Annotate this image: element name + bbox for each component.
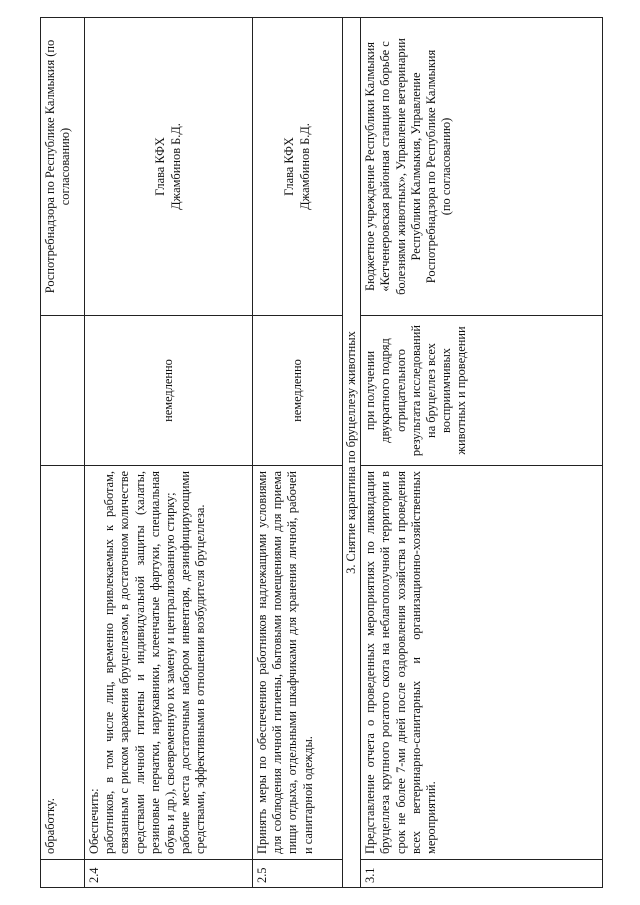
section-row [343, 18, 361, 888]
deadline-text: немедленно [289, 359, 304, 422]
responsible-text: Роспотребнадзора по Республике Калмыкия (по согласованию) [43, 39, 73, 294]
table-row [361, 18, 603, 888]
deadline-cell [85, 316, 253, 466]
responsible-role: Глава КФХ [153, 137, 168, 196]
responsible-note: (по согласованию) [439, 117, 454, 216]
responsible-cell [253, 18, 343, 316]
row-text: Принять меры по обеспечению работников надлежащими условиями для соблюдения личной гигиены, бытовыми помещениями для приема пищи отдыха, отдельными шкафчиками для хранения личной, рабочей и санитарной одежды. [255, 471, 315, 854]
responsible-cell [41, 18, 85, 316]
row-number-cell [85, 860, 253, 888]
deadline-text: при получении двукратного подряд отрицательного результата исследований на бруцеллез всех восприимчивых животных и проведении [363, 324, 469, 457]
row-text-line: работников, в том числе лиц, временно привлекаемых к работам, связанным с риском заражения бруцеллезом, в достаточном количестве средствами личной гигиены и индивидуальной защиты (халаты, резиновые перчатки, нарукавники, клеенчатые фартуки, специальная обувь и др.), своевременную их замену и централизованную стирку; [102, 471, 178, 854]
responsible-text: Бюджетное учреждение Республики Калмыкия «Кетченеровская районная станция по борьбе с болезнями животных», Управление ветеринарии Республики Калмыкия, Управление Роспотребнадзора по Республике Калмыкия [363, 38, 439, 295]
table-row [41, 18, 85, 888]
row-text-line: Обеспечить: [87, 788, 101, 854]
row-number-cell [253, 860, 343, 888]
row-text: обработку. [43, 798, 57, 854]
document-page [40, 18, 600, 888]
row-text-cell [361, 466, 603, 860]
table-row [85, 18, 253, 888]
responsible-cell [361, 18, 603, 316]
table-row [253, 18, 343, 888]
row-number: 3.1 [363, 867, 378, 883]
section-title-cell [343, 18, 361, 888]
deadline-cell [361, 316, 603, 466]
deadline-cell [253, 316, 343, 466]
responsible-name: Джамбинов Б.Д. [168, 123, 183, 210]
measures-table [40, 17, 603, 888]
row-number: 2.4 [87, 867, 101, 883]
responsible-cell [85, 18, 253, 316]
row-text-line: рабочие места достаточным набором инвентаря, дезинфицирующими средствами, эффективными в отношении возбудителя бруцеллеза. [178, 471, 208, 854]
responsible-name: Джамбинов Б.Д. [297, 123, 312, 210]
row-number-cell [361, 860, 603, 888]
row-text: Представление отчета о проведенных мероприятиях по ликвидации бруцеллеза крупного рогатого скота на неблагополучной территории в срок не более 7-ми дней после оздоровления хозяйства и проведения всех ветеринарно-санитарных и организационно-хозяйственных мероприятий. [363, 471, 439, 854]
row-text-cell [253, 466, 343, 860]
deadline-cell [41, 316, 85, 466]
row-text-cell [85, 466, 253, 860]
row-number: 2.5 [255, 867, 269, 883]
section-title: 3. Снятие карантина по бруцеллезу животных [344, 331, 358, 574]
responsible-role: Глава КФХ [282, 137, 297, 196]
row-text-cell [41, 466, 85, 860]
deadline-text: немедленно [160, 359, 175, 422]
row-number-cell [41, 860, 85, 888]
